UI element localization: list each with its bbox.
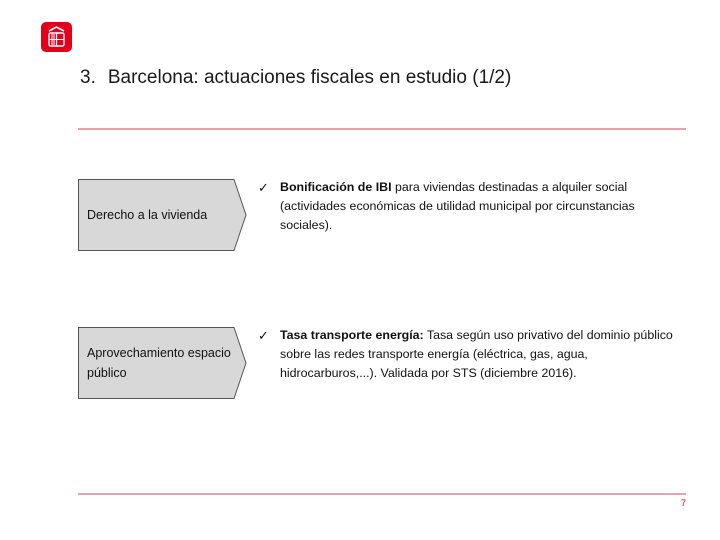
- bullet-ibi: [258, 178, 683, 235]
- check-icon: ✓: [258, 328, 269, 343]
- chevron-label: Aprovechamiento espacio público: [87, 346, 231, 380]
- bullet-text: para viviendas destinadas a alquiler social (actividades económicas de utilidad municipal por circunstancias sociales).: [280, 180, 635, 232]
- section-number: 3.: [80, 67, 96, 88]
- section-title: Barcelona: actuaciones fiscales en estudio (1/2): [107, 67, 512, 88]
- bullet-text: Tasa según uso privativo del dominio público sobre las redes transporte energía (eléctrica, gas, agua, hidrocarburos,...). Validada por STS (diciembre 2016).: [280, 328, 673, 380]
- chevron-label: Derecho a la vivienda: [87, 208, 208, 222]
- bullet-tasa-transporte: [258, 326, 683, 383]
- city-logo-icon: [41, 22, 72, 52]
- chevron-aprovechamiento: [78, 327, 247, 399]
- check-icon: ✓: [258, 180, 269, 195]
- bullet-bold: Bonificación de IBI: [280, 180, 392, 194]
- top-divider: [78, 128, 686, 130]
- page-number: 7: [680, 498, 686, 508]
- bullet-bold: Tasa transporte energía:: [280, 328, 424, 342]
- bottom-divider: [78, 493, 686, 495]
- page-title: [80, 67, 511, 89]
- chevron-derecho-vivienda: [78, 179, 247, 251]
